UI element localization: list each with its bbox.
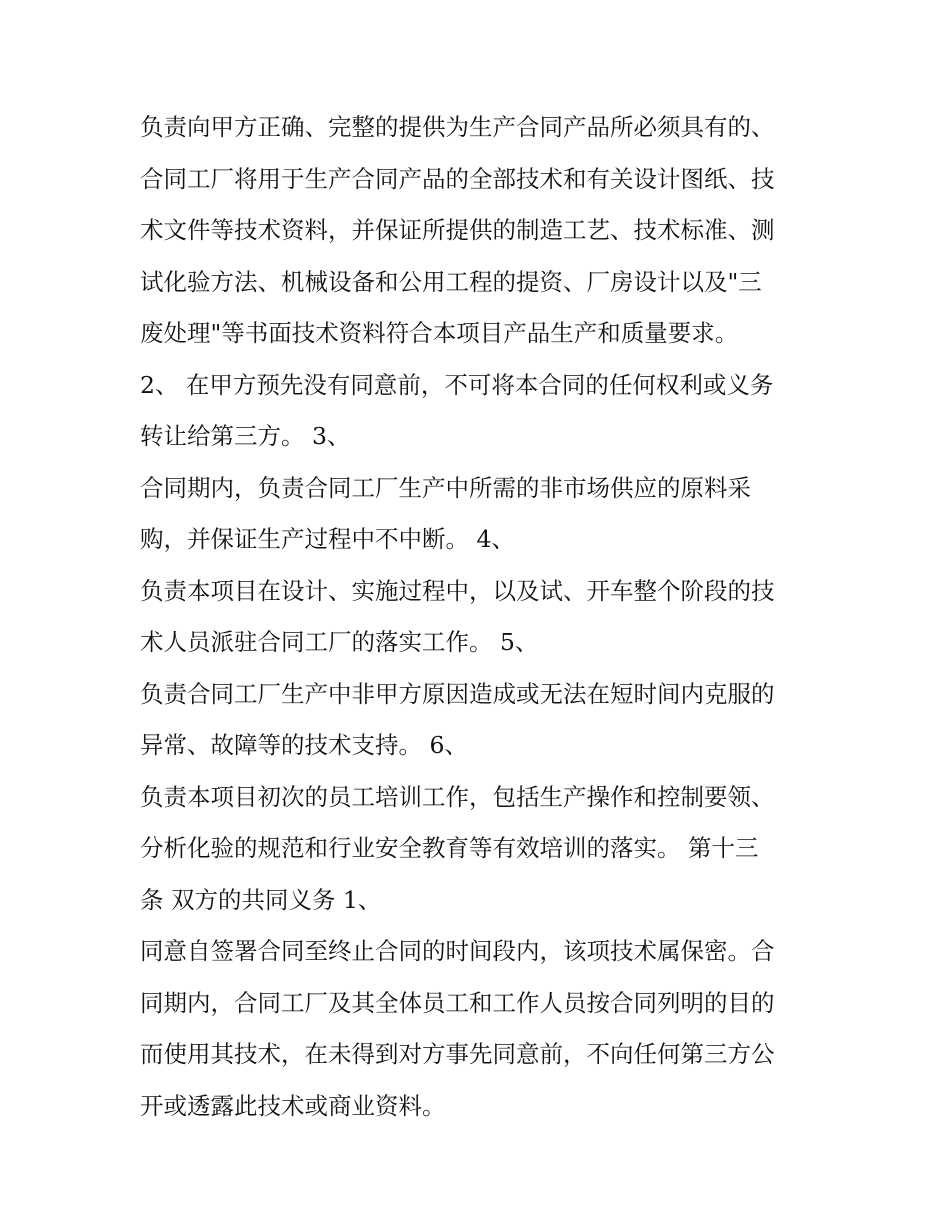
text-line: 同期内，合同工厂及其全体员工和工作人员按合同列明的目的 [140,988,775,1017]
text-line: 废处理"等书面技术资料符合本项目产品生产和质量要求。 [140,319,739,347]
text-line: 条 双方的共同义务 1、 [140,885,382,914]
text-line: 负责本项目在设计、实施过程中，以及试、开车整个阶段的技 [140,576,775,605]
text-line: 2、 在甲方预先没有同意前，不可将本合同的任何权利或义务 [140,370,774,399]
document-body [140,102,820,1132]
text-line: 术人员派驻合同工厂的落实工作。 5、 [140,628,539,656]
text-line: 负责向甲方正确、完整的提供为生产合同产品所必须具有的、 [140,113,775,141]
text-line: 同意自签署合同至终止合同的时间段内，该项技术属保密。合 [140,937,775,965]
text-line: 而使用其技术，在未得到对方事先同意前，不向任何第三方公 [140,1040,775,1068]
text-line: 试化验方法、机械设备和公用工程的提资、厂房设计以及"三 [140,267,762,296]
text-line: 购，并保证生产过程中不中断。 4、 [140,525,515,553]
text-line: 合同工厂将用于生产合同产品的全部技术和有关设计图纸、技 [140,164,775,193]
text-line: 开或透露此技术或商业资料。 [140,1091,446,1120]
text-line: 术文件等技术资料，并保证所提供的制造工艺、技术标准、测 [140,216,775,244]
text-line: 异常、故障等的技术支持。 6、 [140,731,468,759]
text-line: 转让给第三方。 3、 [140,422,351,450]
text-line: 负责本项目初次的员工培训工作，包括生产操作和控制要领、 [140,782,775,811]
text-line: 合同期内，负责合同工厂生产中所需的非市场供应的原料采 [140,473,751,502]
text-line: 负责合同工厂生产中非甲方原因造成或无法在短时间内克服的 [140,679,775,708]
text-line: 分析化验的规范和行业安全教育等有效培训的落实。 第十三 [140,834,759,862]
